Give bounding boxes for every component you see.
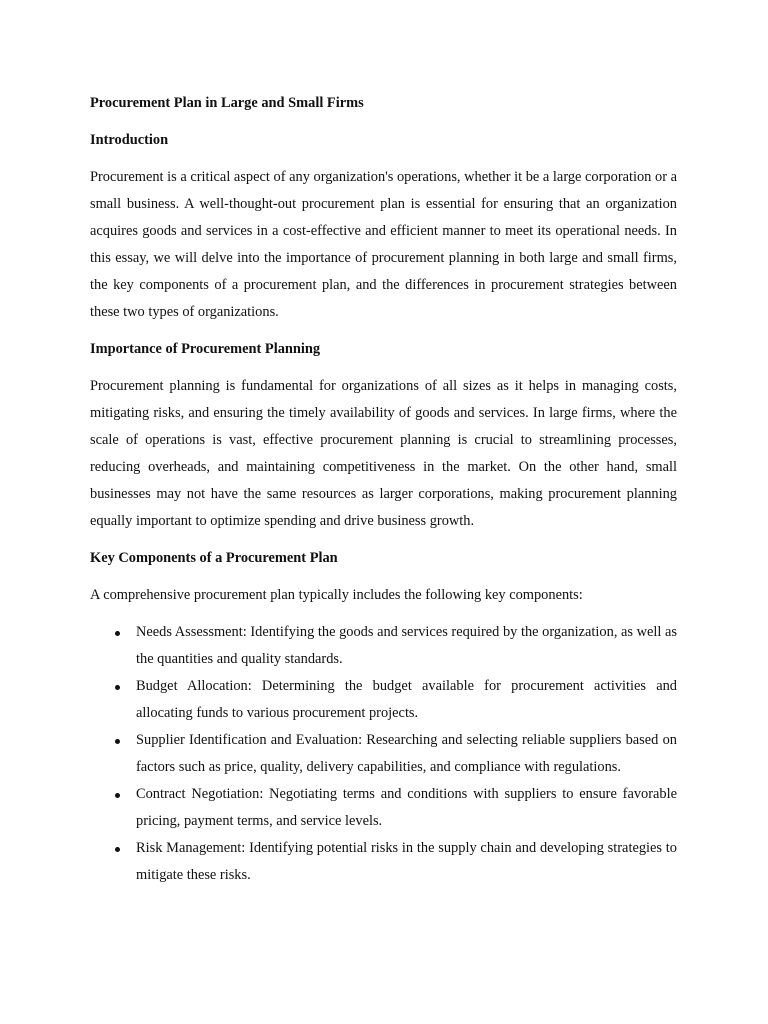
document-title: Procurement Plan in Large and Small Firms (90, 95, 364, 111)
bullet-icon (115, 847, 120, 852)
list-item (90, 619, 677, 673)
section-paragraph-key-components: A comprehensive procurement plan typically includes the following key components: (90, 587, 583, 603)
section-paragraph-introduction: Procurement is a critical aspect of any organization's operations, whether it be a large corporation or a small business. A well-thought-out procurement plan is essential for ensuring that an organization acquires goods and services in a cost-effective and efficient manner to meet its operational needs. In this essay, we will delve into the importance of procurement planning in both large and small firms, the key components of a procurement plan, and the differences in procurement strategies between these two types of organizations. (90, 169, 677, 320)
section-heading-importance: Importance of Procurement Planning (90, 341, 321, 357)
list-item (90, 727, 677, 781)
section-paragraph-importance: Procurement planning is fundamental for organizations of all sizes as it helps in managing costs, mitigating risks, and ensuring the timely availability of goods and services. In large firms, where the scale of operations is vast, effective procurement planning is crucial to streamlining processes, reducing overheads, and maintaining competitiveness in the market. On the other hand, small businesses may not have the same resources as larger corporations, making procurement planning equally important to optimize spending and drive business growth. (90, 378, 677, 529)
bullet-icon (115, 631, 120, 636)
list-item (90, 835, 677, 889)
list-item-text: Needs Assessment: Identifying the goods and services required by the organization, as well as the quantities and quality standards. (136, 624, 677, 667)
list-item-text: Risk Management: Identifying potential risks in the supply chain and developing strategies to mitigate these risks. (136, 840, 677, 883)
bullet-icon (115, 793, 120, 798)
bullet-icon (115, 739, 120, 744)
list-item (90, 673, 677, 727)
section-heading-key-components: Key Components of a Procurement Plan (90, 550, 338, 566)
list-item-text: Contract Negotiation: Negotiating terms and conditions with suppliers to ensure favorable pricing, payment terms, and service levels. (136, 786, 677, 829)
list-item-text: Budget Allocation: Determining the budget available for procurement activities and allocating funds to various procurement projects. (136, 678, 677, 721)
document-page (90, 90, 677, 889)
list-item-text: Supplier Identification and Evaluation: Researching and selecting reliable suppliers based on factors such as price, quality, delivery capabilities, and compliance with regulations. (136, 732, 677, 775)
list-item (90, 781, 677, 835)
bullet-icon (115, 685, 120, 690)
key-components-list (90, 619, 677, 889)
section-heading-introduction: Introduction (90, 132, 169, 148)
